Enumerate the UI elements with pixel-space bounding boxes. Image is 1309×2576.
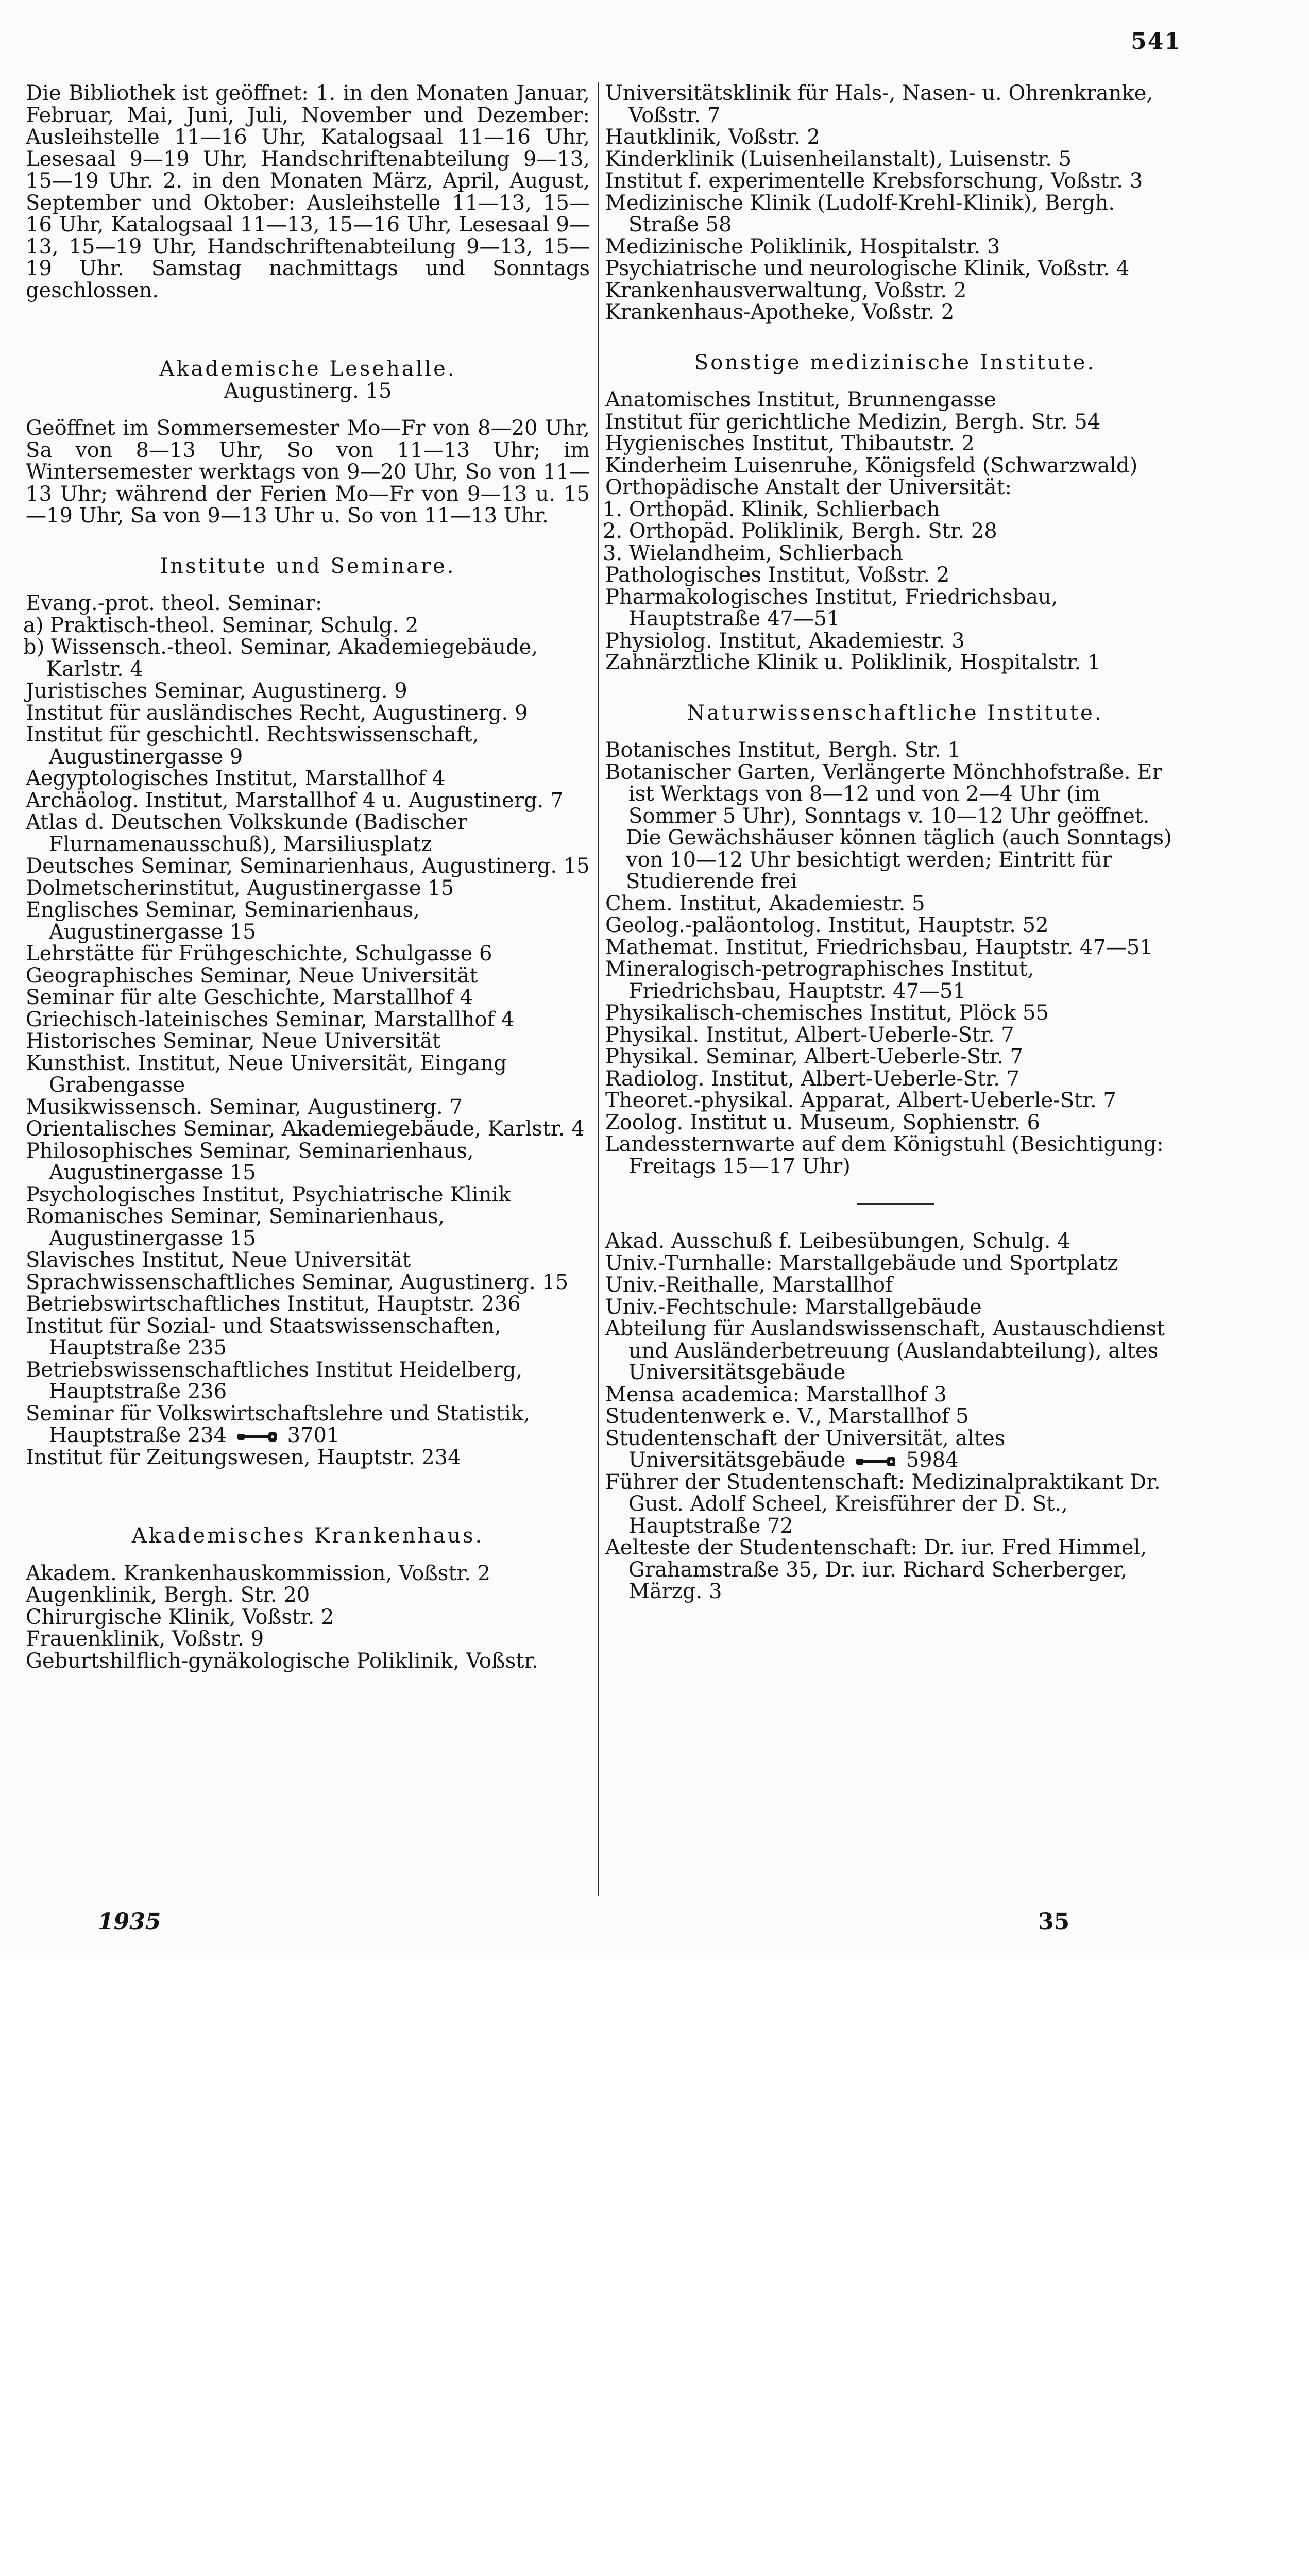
studentenschaft-phone: 5984 xyxy=(906,1448,959,1472)
list-item: Philosophisches Seminar, Seminarienhaus, Augustinergasse 15 xyxy=(26,1139,474,1184)
list-item: Chem. Institut, Akademiestr. 5 xyxy=(605,891,925,916)
list-item: Institut für ausländisches Recht, Augustinerg. 9 xyxy=(26,701,528,725)
list-item: Evang.-prot. theol. Seminar: xyxy=(26,591,322,615)
klinik-list xyxy=(605,82,1185,324)
list-item: Kunsthist. Institut, Neue Universität, Eingang Grabengasse xyxy=(26,1051,507,1097)
list-item: Univ.-Fechtschule: Marstallgebäude xyxy=(605,1295,982,1319)
list-item: Botanisches Institut, Bergh. Str. 1 xyxy=(605,738,961,762)
list-item: Hygienisches Institut, Thibautstr. 2 xyxy=(605,432,975,455)
list-item: Augenklinik, Bergh. Str. 20 xyxy=(26,1583,310,1607)
list-item: Pharmakologisches Institut, Friedrichsbau, Hauptstraße 47—51 xyxy=(605,585,1058,631)
lesehalle-hours-text: Geöffnet im Sommersemester Mo—Fr von 8—20 Uhr, Sa von 8—13 Uhr, So von 11—13 Uhr; im Wintersemester werktags von 9—20 Uhr, So von 11—13 Uhr; während der Ferien Mo—Fr von 9—13 u. 15—19 Uhr, Sa von 9—13 Uhr u. So von 11—13 Uhr. xyxy=(26,416,590,528)
list-item: Atlas d. Deutschen Volkskunde (Badischer Flurnamenausschuß), Marsiliusplatz xyxy=(26,810,467,856)
list-item: Univ.-Reithalle, Marstallhof xyxy=(605,1273,893,1297)
natur-list xyxy=(605,739,1185,1177)
studentenschaft-text: Studentenschaft der Universität, altes Universitätsgebäude xyxy=(605,1426,1006,1472)
list-item: a) Praktisch-theol. Seminar, Schulg. 2 xyxy=(23,613,419,637)
list-item: Universitätsklinik für Hals-, Nasen- u. Ohrenkranke, Voßstr. 7 xyxy=(605,81,1153,127)
list-item: Institut f. experimentelle Krebsforschung, Voßstr. 3 xyxy=(605,169,1143,193)
list-item: Krankenhausverwaltung, Voßstr. 2 xyxy=(605,278,967,302)
list-item: Juristisches Seminar, Augustinerg. 9 xyxy=(26,679,407,703)
list-item: Seminar für alte Geschichte, Marstallhof 4 xyxy=(26,986,473,1009)
list-item: Dolmetscherinstitut, Augustinergasse 15 xyxy=(26,876,454,900)
list-item: Sprachwissenschaftliches Seminar, Augustinerg. 15 xyxy=(26,1270,569,1294)
misc-list xyxy=(605,1230,1185,1603)
list-item: Univ.-Turnhalle: Marstallgebäude und Sportplatz xyxy=(605,1251,1118,1275)
viewer-footer-bar xyxy=(0,1953,1309,2078)
list-item: 2. Orthopäd. Poliklinik, Bergh. Str. 28 xyxy=(603,519,997,543)
list-item: Medizinische Poliklinik, Hospitalstr. 3 xyxy=(605,234,1000,259)
list-item: Psychiatrische und neurologische Klinik, Voßstr. 4 xyxy=(605,257,1130,280)
list-item: Studentenwerk e. V., Marstallhof 5 xyxy=(605,1404,969,1428)
list-item: Anatomisches Institut, Brunnengasse xyxy=(605,388,996,412)
volkswirtschaft-text: Seminar für Volkswirtschaftslehre und Statistik, Hauptstraße 234 xyxy=(26,1401,530,1447)
list-item: Abteilung für Auslandswissenschaft, Austauschdienst und Ausländerbetreuung (Auslandabteilung), altes Universitätsgebäude xyxy=(605,1317,1165,1384)
list-item: Radiolog. Institut, Albert-Ueberle-Str. 7 xyxy=(605,1066,1020,1091)
list-item-with-phone xyxy=(26,1403,590,1447)
list-item: Institut für Sozial- und Staatswissenschaften, Hauptstraße 235 xyxy=(26,1314,501,1360)
list-item: Institut für gerichtliche Medizin, Bergh. Str. 54 xyxy=(605,410,1101,434)
list-item: Landessternwarte auf dem Königstuhl (Besichtigung: Freitags 15—17 Uhr) xyxy=(605,1132,1164,1178)
list-item: Führer der Studentenschaft: Medizinalpraktikant Dr. Gust. Adolf Scheel, Kreisführer der D. St., Hauptstraße 72 xyxy=(605,1470,1161,1538)
list-item: Medizinische Klinik (Ludolf-Krehl-Klinik), Bergh. Straße 58 xyxy=(605,191,1115,236)
list-item: Akadem. Krankenhauskommission, Voßstr. 2 xyxy=(26,1561,491,1585)
garten-note: Die Gewächshäuser können täglich (auch Sonntags) von 10—12 Uhr besichtigt werden; Eintritt für Studierende frei xyxy=(626,826,1172,893)
list-item: Lehrstätte für Frühgeschichte, Schulgasse 6 xyxy=(26,942,492,965)
left-column xyxy=(23,81,590,1673)
list-item: Physikalisch-chemisches Institut, Plöck 55 xyxy=(605,1001,1049,1025)
list-item-with-phone xyxy=(605,1428,1185,1471)
institute-list xyxy=(23,591,590,1469)
medizin-list xyxy=(605,389,1185,674)
list-item: Betriebswissenschaftliches Institut Heidelberg, Hauptstraße 236 xyxy=(26,1358,523,1403)
list-item: Krankenhaus-Apotheke, Voßstr. 2 xyxy=(605,300,955,324)
list-item: Mathemat. Institut, Friedrichsbau, Hauptstr. 47—51 xyxy=(605,935,1153,959)
library-hours-text: Die Bibliothek ist geöffnet: 1. in den Monaten Januar, Februar, Mai, Juni, Juli, November und Dezember: Ausleihstelle 11—16 Uhr, Katalogsaal 11—16 Uhr, Lesesaal 9—19 Uhr, Handschriftenabteilung 9—13, 15—19 Uhr. 2. in den Monaten März, April, August, September und Oktober: Ausleihstelle 11—13, 15—16 Uhr, Katalogsaal 11—13, 15—16 Uhr, Lesesaal 9—13, 15—19 Uhr, Handschriftenabteilung 9—13, 15—19 Uhr. Samstag nachmittags und Sonntags geschlossen. xyxy=(26,81,590,302)
list-item: 3. Wielandheim, Schlierbach xyxy=(603,541,903,565)
list-item: Psychologisches Institut, Psychiatrische Klinik xyxy=(26,1182,511,1207)
list-item: Musikwissensch. Seminar, Augustinerg. 7 xyxy=(26,1095,463,1119)
krankenhaus-list xyxy=(26,1563,590,1672)
telephone-icon xyxy=(855,1455,896,1468)
list-item: Mensa academica: Marstallhof 3 xyxy=(605,1382,947,1406)
telephone-icon xyxy=(236,1431,278,1443)
page-number: 541 xyxy=(1131,28,1181,55)
list-item: Deutsches Seminar, Seminarienhaus, Augustinerg. 15 xyxy=(26,854,590,878)
list-item: Kinderheim Luisenruhe, Königsfeld (Schwarzwald) xyxy=(605,453,1138,478)
list-item: Pathologisches Institut, Voßstr. 2 xyxy=(605,563,950,587)
list-item: Geographisches Seminar, Neue Universität xyxy=(26,963,478,988)
volkswirtschaft-phone: 3701 xyxy=(287,1423,340,1447)
list-item: Botanischer Garten, Verlängerte Mönchhofstraße. Er ist Werktags von 8—12 und von 2—4 Uhr (im Sommer 5 Uhr), Sonntags v. 10—12 Uhr geöffnet. xyxy=(605,760,1162,828)
list-item: Hautklinik, Voßstr. 2 xyxy=(605,125,820,149)
list-item: Slavisches Institut, Neue Universität xyxy=(26,1248,411,1272)
list-item: Physikal. Institut, Albert-Ueberle-Str. 7 xyxy=(605,1023,1014,1047)
list-item: Betriebswirtschaftliches Institut, Hauptstr. 236 xyxy=(26,1292,521,1316)
list-item: Theoret.-physikal. Apparat, Albert-Ueberle-Str. 7 xyxy=(605,1089,1116,1112)
list-item: Orientalisches Seminar, Akademiegebäude, Karlstr. 4 xyxy=(26,1117,585,1141)
list-item: Griechisch-lateinisches Seminar, Marstallhof 4 xyxy=(26,1007,515,1031)
list-item: Zahnärztliche Klinik u. Poliklinik, Hospitalstr. 1 xyxy=(605,651,1101,674)
list-item: Aelteste der Studentenschaft: Dr. iur. Fred Himmel, Grahamstraße 35, Dr. iur. Richard Scherberger, Märzg. 3 xyxy=(605,1536,1147,1603)
footer-year: 1935 xyxy=(98,1909,161,1935)
list-item: Akad. Ausschuß f. Leibesübungen, Schulg. 4 xyxy=(605,1229,1070,1253)
list-item: Institut für geschichtl. Rechtswissenschaft, Augustinergasse 9 xyxy=(26,723,479,769)
section-heading-krankenhaus: Akademisches Krankenhaus. xyxy=(131,1524,484,1548)
list-item: Kinderklinik (Luisenheilanstalt), Luisenstr. 5 xyxy=(605,147,1072,171)
list-item: Institut für Zeitungswesen, Hauptstr. 234 xyxy=(26,1445,461,1469)
list-item: 1. Orthopäd. Klinik, Schlierbach xyxy=(603,497,940,521)
list-item: Zoolog. Institut u. Museum, Sophienstr. 6 xyxy=(605,1110,1040,1134)
column-divider xyxy=(598,82,599,1896)
list-item: Englisches Seminar, Seminarienhaus, Augustinergasse 15 xyxy=(26,898,420,944)
list-item: Geolog.-paläontolog. Institut, Hauptstr. 52 xyxy=(605,913,1049,937)
section-divider xyxy=(857,1203,934,1205)
list-item: Chirurgische Klinik, Voßstr. 2 xyxy=(26,1605,334,1629)
list-item: Geburtshilflich-gynäkologische Poliklinik, Voßstr. xyxy=(26,1649,538,1673)
footer-page-number: 35 xyxy=(1038,1909,1070,1935)
list-item: Physiolog. Institut, Akademiestr. 3 xyxy=(605,629,965,653)
list-item: Aegyptologisches Institut, Marstallhof 4 xyxy=(26,767,446,790)
list-item: Frauenklinik, Voßstr. 9 xyxy=(26,1627,264,1651)
section-heading-institute: Institute und Seminare. xyxy=(160,554,456,578)
list-item: Mineralogisch-petrographisches Institut, Friedrichsbau, Hauptstr. 47—51 xyxy=(605,957,1034,1003)
right-column xyxy=(605,82,1185,1603)
lesehalle-address: Augustinerg. 15 xyxy=(224,379,392,403)
list-item: Orthopädische Anstalt der Universität: xyxy=(605,476,1012,499)
section-heading-lesehalle: Akademische Lesehalle. xyxy=(159,357,456,381)
list-item: b) Wissensch.-theol. Seminar, Akademiegebäude, Karlstr. 4 xyxy=(23,635,538,681)
list-item: Physikal. Seminar, Albert-Ueberle-Str. 7 xyxy=(605,1045,1023,1069)
section-heading-medizin: Sonstige medizinische Institute. xyxy=(694,350,1096,375)
list-item: Romanisches Seminar, Seminarienhaus, Augustinergasse 15 xyxy=(26,1205,445,1250)
list-item: Archäolog. Institut, Marstallhof 4 u. Augustinerg. 7 xyxy=(26,788,564,812)
section-heading-natur: Naturwissenschaftliche Institute. xyxy=(687,701,1103,725)
list-item: Historisches Seminar, Neue Universität xyxy=(26,1029,441,1053)
